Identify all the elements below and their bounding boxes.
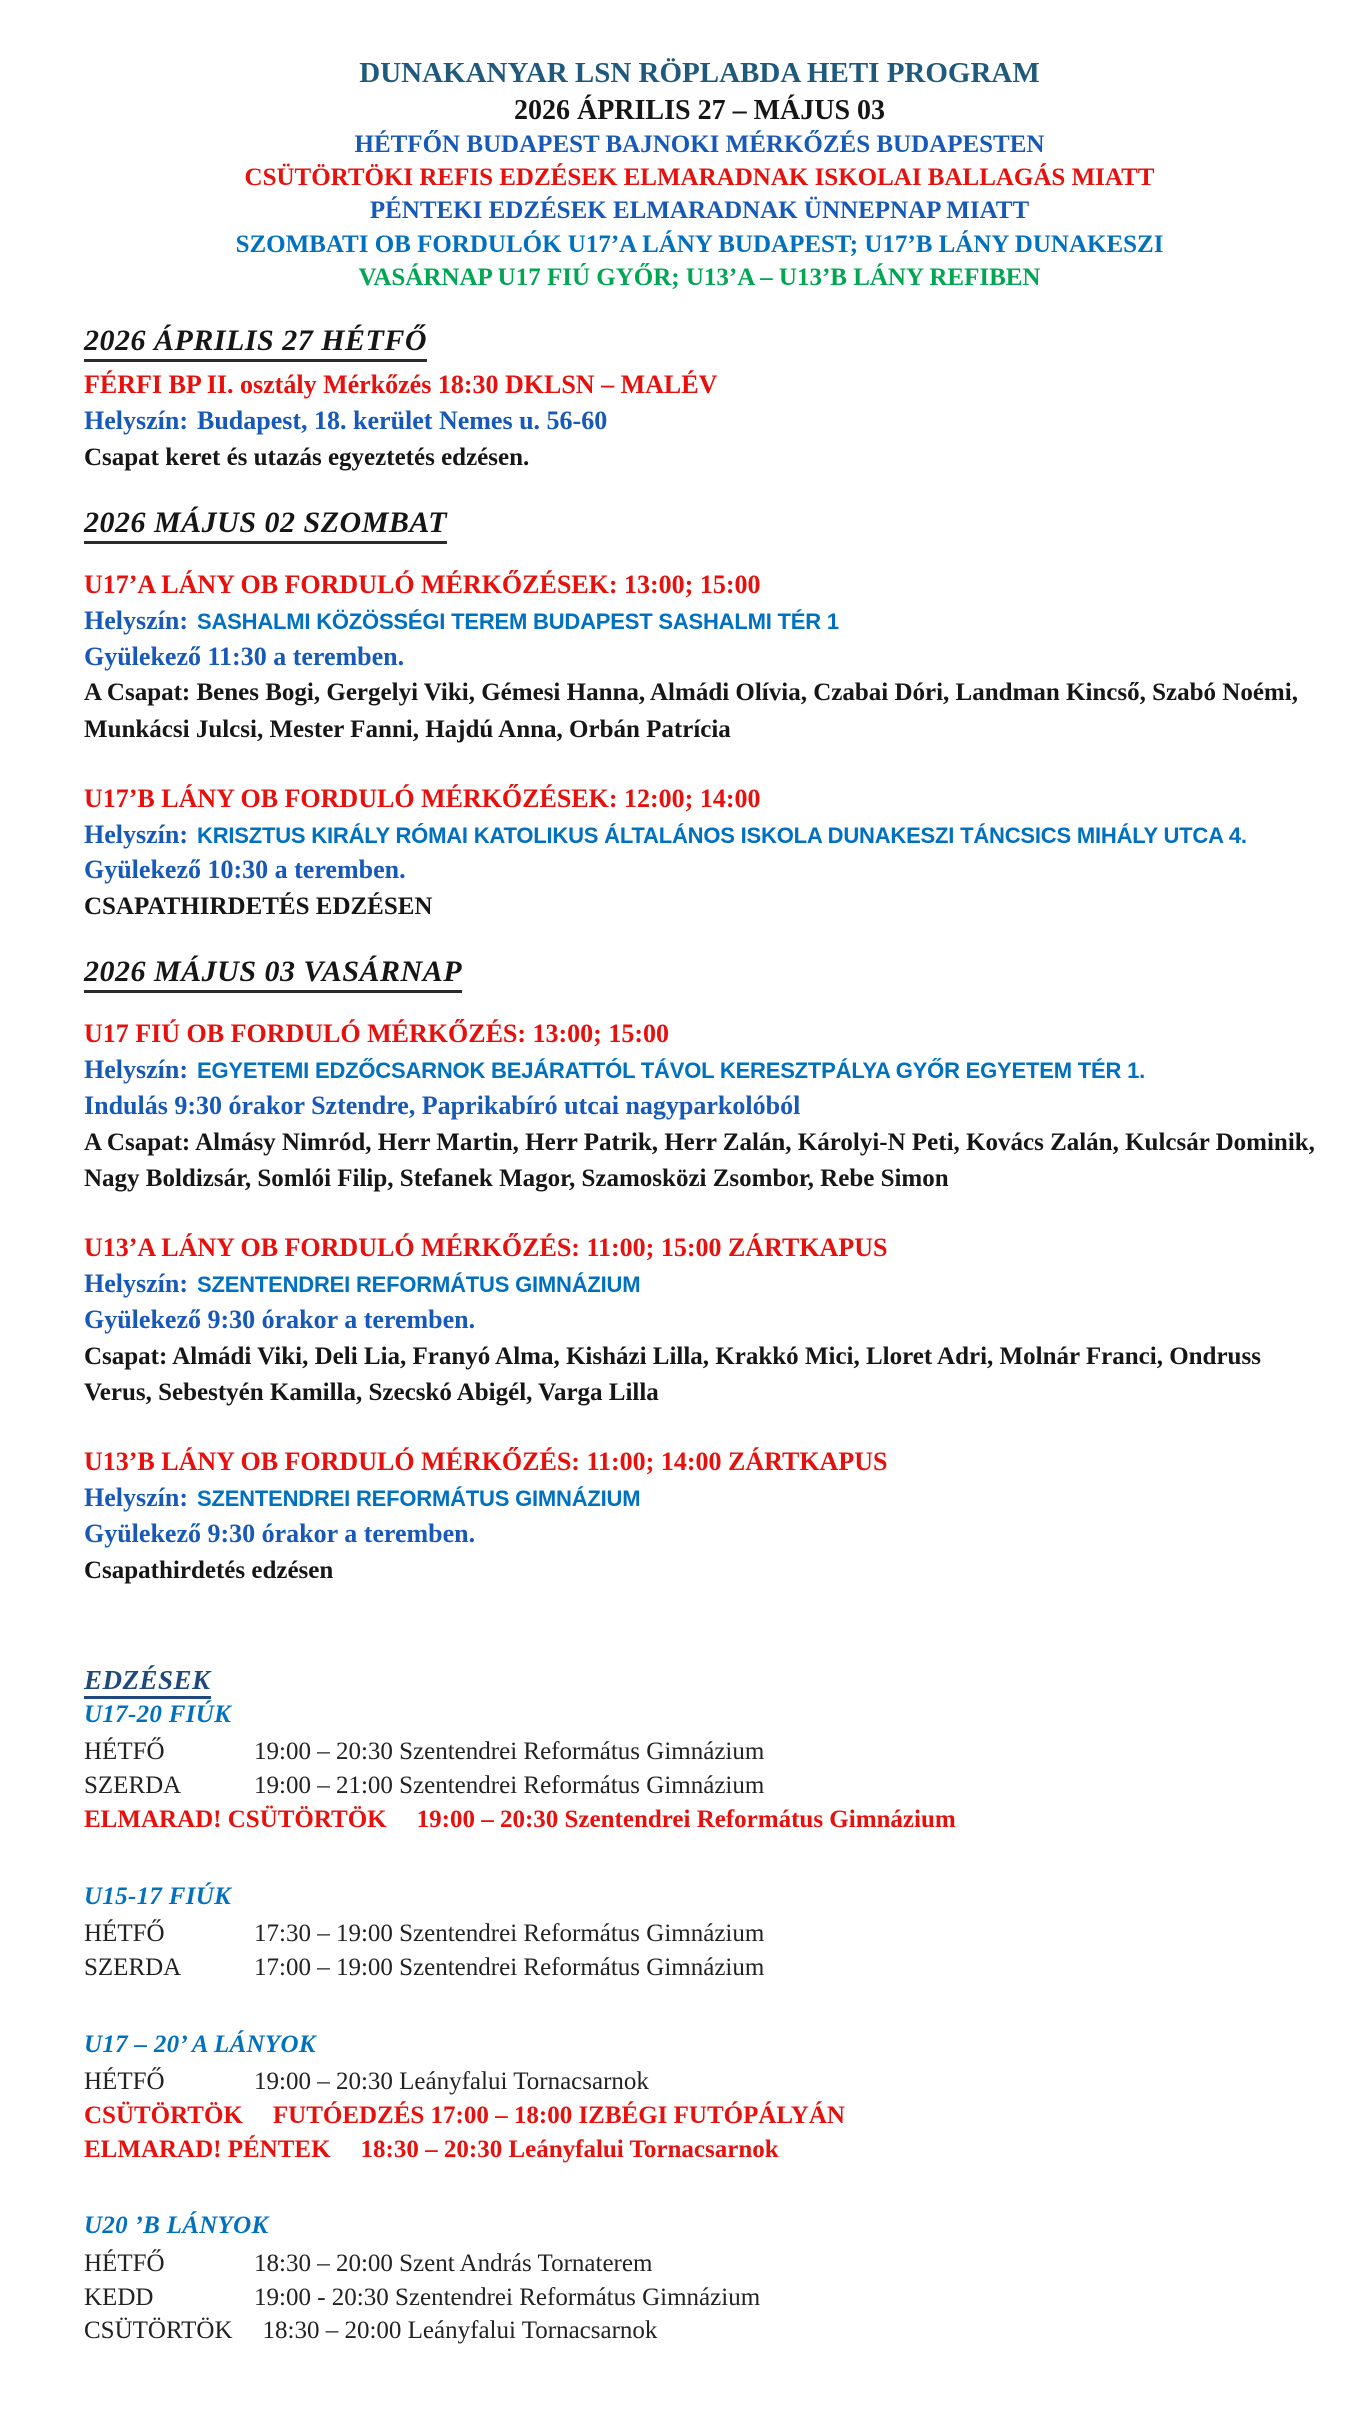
event-title: U13’B LÁNY OB FORDULÓ MÉRKŐZÉS: 11:00; 14:00 ZÁRTKAPUS [84, 1447, 888, 1477]
notice-line: HÉTFŐN BUDAPEST BAJNOKI MÉRKŐZÉS BUDAPESTEN [354, 130, 1045, 158]
location-value: KRISZTUS KIRÁLY RÓMAI KATOLIKUS ÁLTALÁNOS ISKOLA DUNAKESZI TÁNCSICS MIHÁLY UTCA 4. [197, 822, 1247, 848]
schedule-row [84, 2065, 1315, 2099]
location-label: Helyszín: [84, 1269, 188, 1299]
event-block [84, 1231, 1315, 1411]
schedule-details: 19:00 – 20:30 Szentendrei Református Gimnázium [416, 1805, 956, 1833]
assembly-note: Gyülekező 9:30 órakor a teremben. [84, 1518, 476, 1548]
event-block [84, 782, 1315, 926]
event-title: U17 FIÚ OB FORDULÓ MÉRKŐZÉS: 13:00; 15:00 [84, 1019, 669, 1049]
schedule-day: HÉTFŐ [84, 2249, 165, 2277]
schedule-day: HÉTFŐ [84, 1738, 165, 1766]
date-range: 2026 ÁPRILIS 27 – MÁJUS 03 [513, 95, 886, 127]
location-value: SASHALMI KÖZÖSSÉGI TEREM BUDAPEST SASHALMI TÉR 1 [197, 608, 839, 634]
notice-line: CSÜTÖRTÖKI REFIS EDZÉSEK ELMARADNAK ISKOLAI BALLAGÁS MIATT [244, 164, 1155, 192]
location-value: SZENTENDREI REFORMÁTUS GIMNÁZIUM [197, 1272, 641, 1298]
event-block [84, 1445, 1315, 1589]
training-group-u20b-lanyok [84, 2210, 1315, 2348]
schedule-day: SZERDA [84, 1953, 182, 1981]
schedule-day: KEDD [84, 2283, 154, 2311]
schedule-row [84, 2314, 1315, 2348]
schedule-details: 19:00 – 20:30 Leányfalui Tornacsarnok [254, 2068, 649, 2096]
group-heading: U17 – 20’ A LÁNYOK [84, 2030, 316, 2058]
schedule-details: 17:30 – 19:00 Szentendrei Református Gimnázium [254, 1920, 765, 1948]
schedule-row [84, 2281, 1315, 2315]
event-title: U17’B LÁNY OB FORDULÓ MÉRKŐZÉSEK: 12:00; 14:00 [84, 783, 761, 813]
location-label: Helyszín: [84, 1055, 188, 1085]
schedule-day: CSÜTÖRTÖK [84, 2317, 233, 2345]
location-label: Helyszín: [84, 405, 188, 435]
schedule-row-cancelled [84, 2133, 1315, 2167]
event-note: Csapathirdetés edzésen [84, 1556, 334, 1584]
group-heading: U15-17 FIÚK [84, 1882, 232, 1910]
day-heading: 2026 MÁJUS 03 VASÁRNAP [84, 955, 462, 993]
schedule-day: SZERDA [84, 1772, 182, 1800]
event-note: CSAPATHIRDETÉS EDZÉSEN [84, 893, 433, 921]
group-heading: U20 ’B LÁNYOK [84, 2212, 269, 2240]
trainings-section [84, 1665, 1315, 2348]
location-value: SZENTENDREI REFORMÁTUS GIMNÁZIUM [197, 1486, 641, 1512]
schedule-details: 18:30 – 20:30 Leányfalui Tornacsarnok [360, 2135, 779, 2163]
location-line [84, 818, 1315, 852]
location-label: Helyszín: [84, 605, 188, 635]
assembly-note: Gyülekező 9:30 órakor a teremben. [84, 1304, 476, 1334]
trainings-heading: EDZÉSEK [84, 1665, 211, 1699]
assembly-note: Gyülekező 10:30 a teremben. [84, 855, 406, 885]
schedule-day: CSÜTÖRTÖK [84, 2101, 243, 2129]
schedule-row-cancelled [84, 1803, 1315, 1837]
schedule-row [84, 1917, 1315, 1951]
location-value: EGYETEMI EDZŐCSARNOK BEJÁRATTÓL TÁVOL KERESZTPÁLYA GYŐR EGYETEM TÉR 1. [197, 1058, 1146, 1084]
location-label: Helyszín: [84, 819, 188, 849]
schedule-row [84, 1951, 1315, 1985]
schedule-details: 19:00 - 20:30 Szentendrei Református Gimnázium [254, 2283, 761, 2311]
training-group-u15-17-fiuk [84, 1881, 1315, 1985]
day-heading: 2026 ÁPRILIS 27 HÉTFŐ [84, 324, 427, 362]
team-list: Csapat: Almádi Viki, Deli Lia, Franyó Alma, Kisházi Lilla, Krakkó Mici, Lloret Adri, Molnár Franci, Ondruss Verus, Sebestyén Kamilla, Szecskó Abigél, Varga Lilla [84, 1342, 1261, 1406]
doc-header [84, 56, 1315, 294]
training-group-u17-20a-lanyok [84, 2029, 1315, 2167]
notice-line: SZOMBATI OB FORDULÓK U17’A LÁNY BUDAPEST; U17’B LÁNY DUNAKESZI [235, 230, 1164, 258]
training-group-u17-20-fiuk [84, 1699, 1315, 1837]
schedule-day: HÉTFŐ [84, 1920, 165, 1948]
notice-line: PÉNTEKI EDZÉSEK ELMARADNAK ÜNNEPNAP MIATT [369, 197, 1030, 225]
location-line [84, 604, 1315, 638]
schedule-details: 19:00 – 20:30 Szentendrei Református Gimnázium [254, 1738, 765, 1766]
departure-note: Indulás 9:30 órakor Sztendre, Paprikabíró utcai nagyparkolóból [84, 1091, 801, 1121]
location-line [84, 1053, 1315, 1087]
schedule-details: 19:00 – 21:00 Szentendrei Református Gimnázium [254, 1772, 765, 1800]
location-line [84, 404, 1315, 438]
schedule-day: HÉTFŐ [84, 2068, 165, 2096]
schedule-details: 18:30 – 20:00 Szent András Tornaterem [254, 2249, 653, 2277]
event-block [84, 1017, 1315, 1197]
schedule-details: 17:00 – 19:00 Szentendrei Református Gimnázium [254, 1953, 765, 1981]
team-list: A Csapat: Benes Bogi, Gergelyi Viki, Gémesi Hanna, Almádi Olívia, Czabai Dóri, Landman Kincső, Szabó Noémi, Munkácsi Julcsi, Mester Fanni, Hajdú Anna, Orbán Patrícia [84, 679, 1298, 743]
team-list: A Csapat: Almásy Nimród, Herr Martin, Herr Patrik, Herr Zalán, Károlyi-N Peti, Kovács Zalán, Kulcsár Dominik, Nagy Boldizsár, Somlói Filip, Stefanek Magor, Szamosközi Zsombor, Rebe Simon [84, 1128, 1315, 1193]
page-title: DUNAKANYAR LSN RÖPLABDA HETI PROGRAM [359, 57, 1040, 89]
day-section-sunday [84, 955, 1315, 1588]
event-block [84, 568, 1315, 748]
location-line [84, 1267, 1315, 1301]
schedule-details: FUTÓEDZÉS 17:00 – 18:00 IZBÉGI FUTÓPÁLYÁN [272, 2101, 845, 2129]
assembly-note: Gyülekező 11:30 a teremben. [84, 641, 405, 671]
schedule-details: 18:30 – 20:00 Leányfalui Tornacsarnok [262, 2317, 658, 2345]
event-title: U13’A LÁNY OB FORDULÓ MÉRKŐZÉS: 11:00; 15:00 ZÁRTKAPUS [84, 1233, 888, 1263]
notice-line: VASÁRNAP U17 FIÚ GYŐR; U13’A – U13’B LÁNY REFIBEN [358, 263, 1041, 291]
event-title: FÉRFI BP II. osztály Mérkőzés 18:30 DKLSN – MALÉV [84, 370, 718, 400]
location-label: Helyszín: [84, 1483, 188, 1513]
schedule-row-special [84, 2099, 1315, 2133]
event-block [84, 368, 1315, 476]
event-title: U17’A LÁNY OB FORDULÓ MÉRKŐZÉSEK: 13:00; 15:00 [84, 569, 761, 599]
location-value: Budapest, 18. kerület Nemes u. 56-60 [197, 405, 608, 435]
schedule-day: ELMARAD! PÉNTEK [84, 2135, 331, 2163]
event-note: Csapat keret és utazás egyeztetés edzésen. [84, 443, 530, 471]
location-line [84, 1481, 1315, 1515]
schedule-row [84, 1735, 1315, 1769]
schedule-day: ELMARAD! CSÜTÖRTÖK [84, 1805, 387, 1833]
schedule-row [84, 2247, 1315, 2281]
day-heading: 2026 MÁJUS 02 SZOMBAT [84, 506, 447, 544]
day-section-monday [84, 324, 1315, 476]
day-section-saturday [84, 506, 1315, 926]
schedule-row [84, 1769, 1315, 1803]
group-heading: U17-20 FIÚK [84, 1700, 232, 1728]
